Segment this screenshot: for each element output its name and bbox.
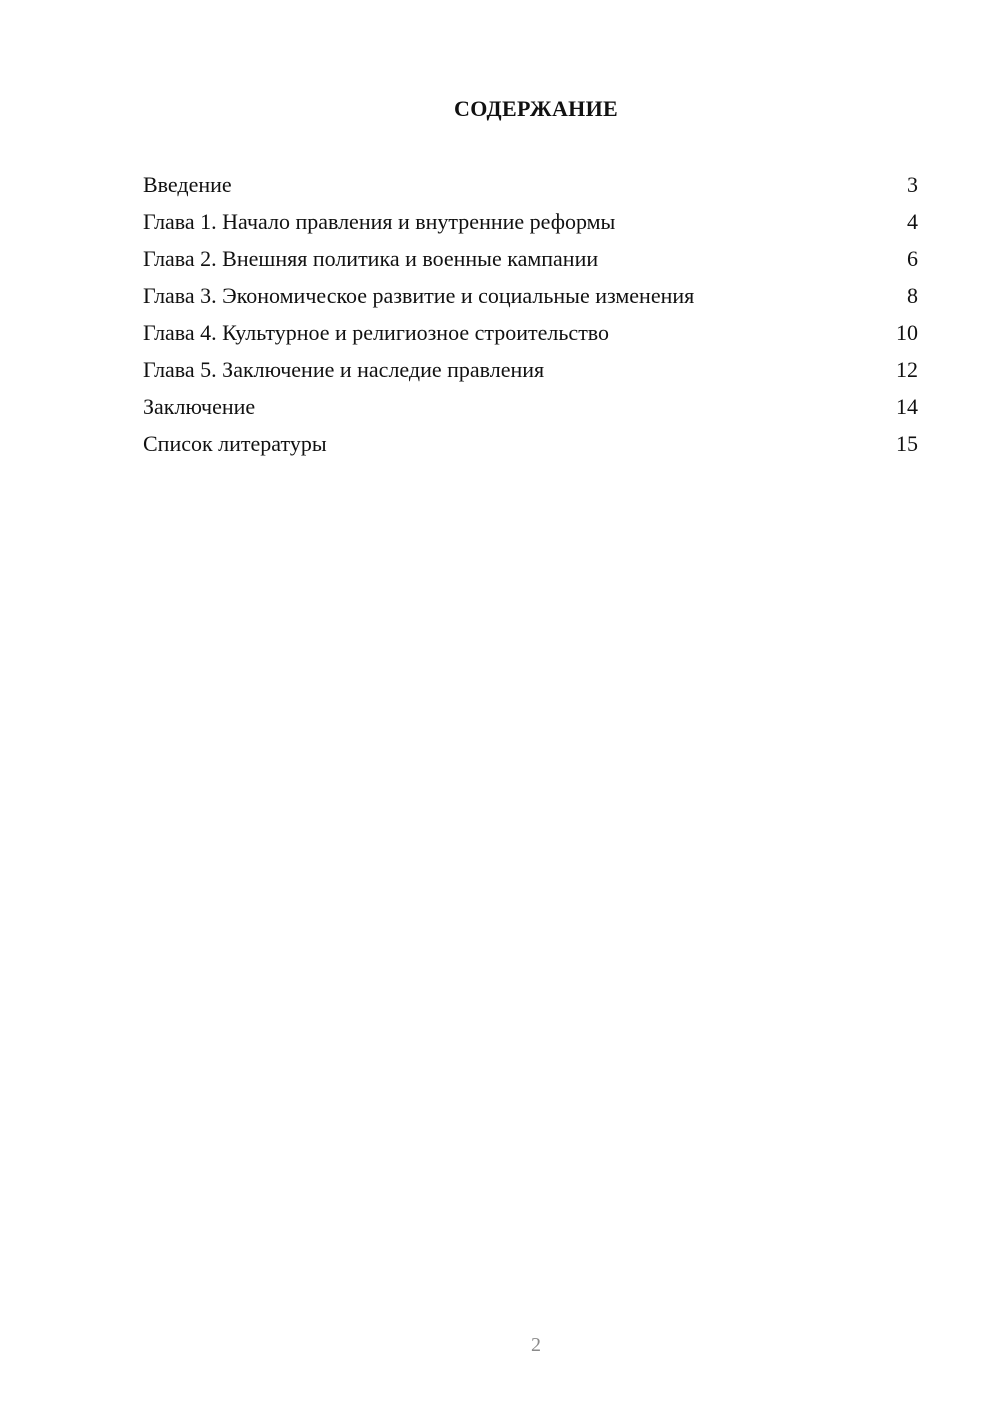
toc-entry: [143, 353, 918, 390]
page-title: СОДЕРЖАНИЕ: [454, 96, 618, 121]
toc-entry-label: Глава 5. Заключение и наследие правления: [143, 357, 545, 382]
toc-entry-page: 8: [907, 283, 918, 308]
toc-entry-page: 14: [896, 394, 918, 419]
toc-entry: [143, 390, 918, 427]
toc-entry: [143, 205, 918, 242]
toc-entry: [143, 316, 918, 353]
toc-entry-page: 3: [907, 172, 918, 197]
toc-entry-page: 12: [896, 357, 918, 382]
toc-entry-label: Введение: [143, 172, 232, 197]
toc-entry-page: 6: [907, 246, 918, 271]
toc-entry-label: Глава 4. Культурное и религиозное строительство: [143, 320, 610, 345]
toc-entry-label: Заключение: [143, 394, 256, 419]
toc-entry-label: Глава 2. Внешняя политика и военные кампании: [143, 246, 599, 271]
toc-entry-label: Список литературы: [143, 431, 327, 456]
toc-entry-page: 4: [907, 209, 918, 234]
toc-entry-label: Глава 1. Начало правления и внутренние реформы: [143, 209, 616, 234]
toc-entry: [143, 279, 918, 316]
toc-entry-label: Глава 3. Экономическое развитие и социальные изменения: [143, 283, 695, 308]
page-number: 2: [531, 1334, 541, 1356]
toc-entry-page: 15: [896, 431, 918, 456]
toc-entry: [143, 427, 918, 464]
table-of-contents: [143, 168, 918, 464]
toc-entry-page: 10: [896, 320, 918, 345]
toc-entry: [143, 168, 918, 205]
toc-entry: [143, 242, 918, 279]
